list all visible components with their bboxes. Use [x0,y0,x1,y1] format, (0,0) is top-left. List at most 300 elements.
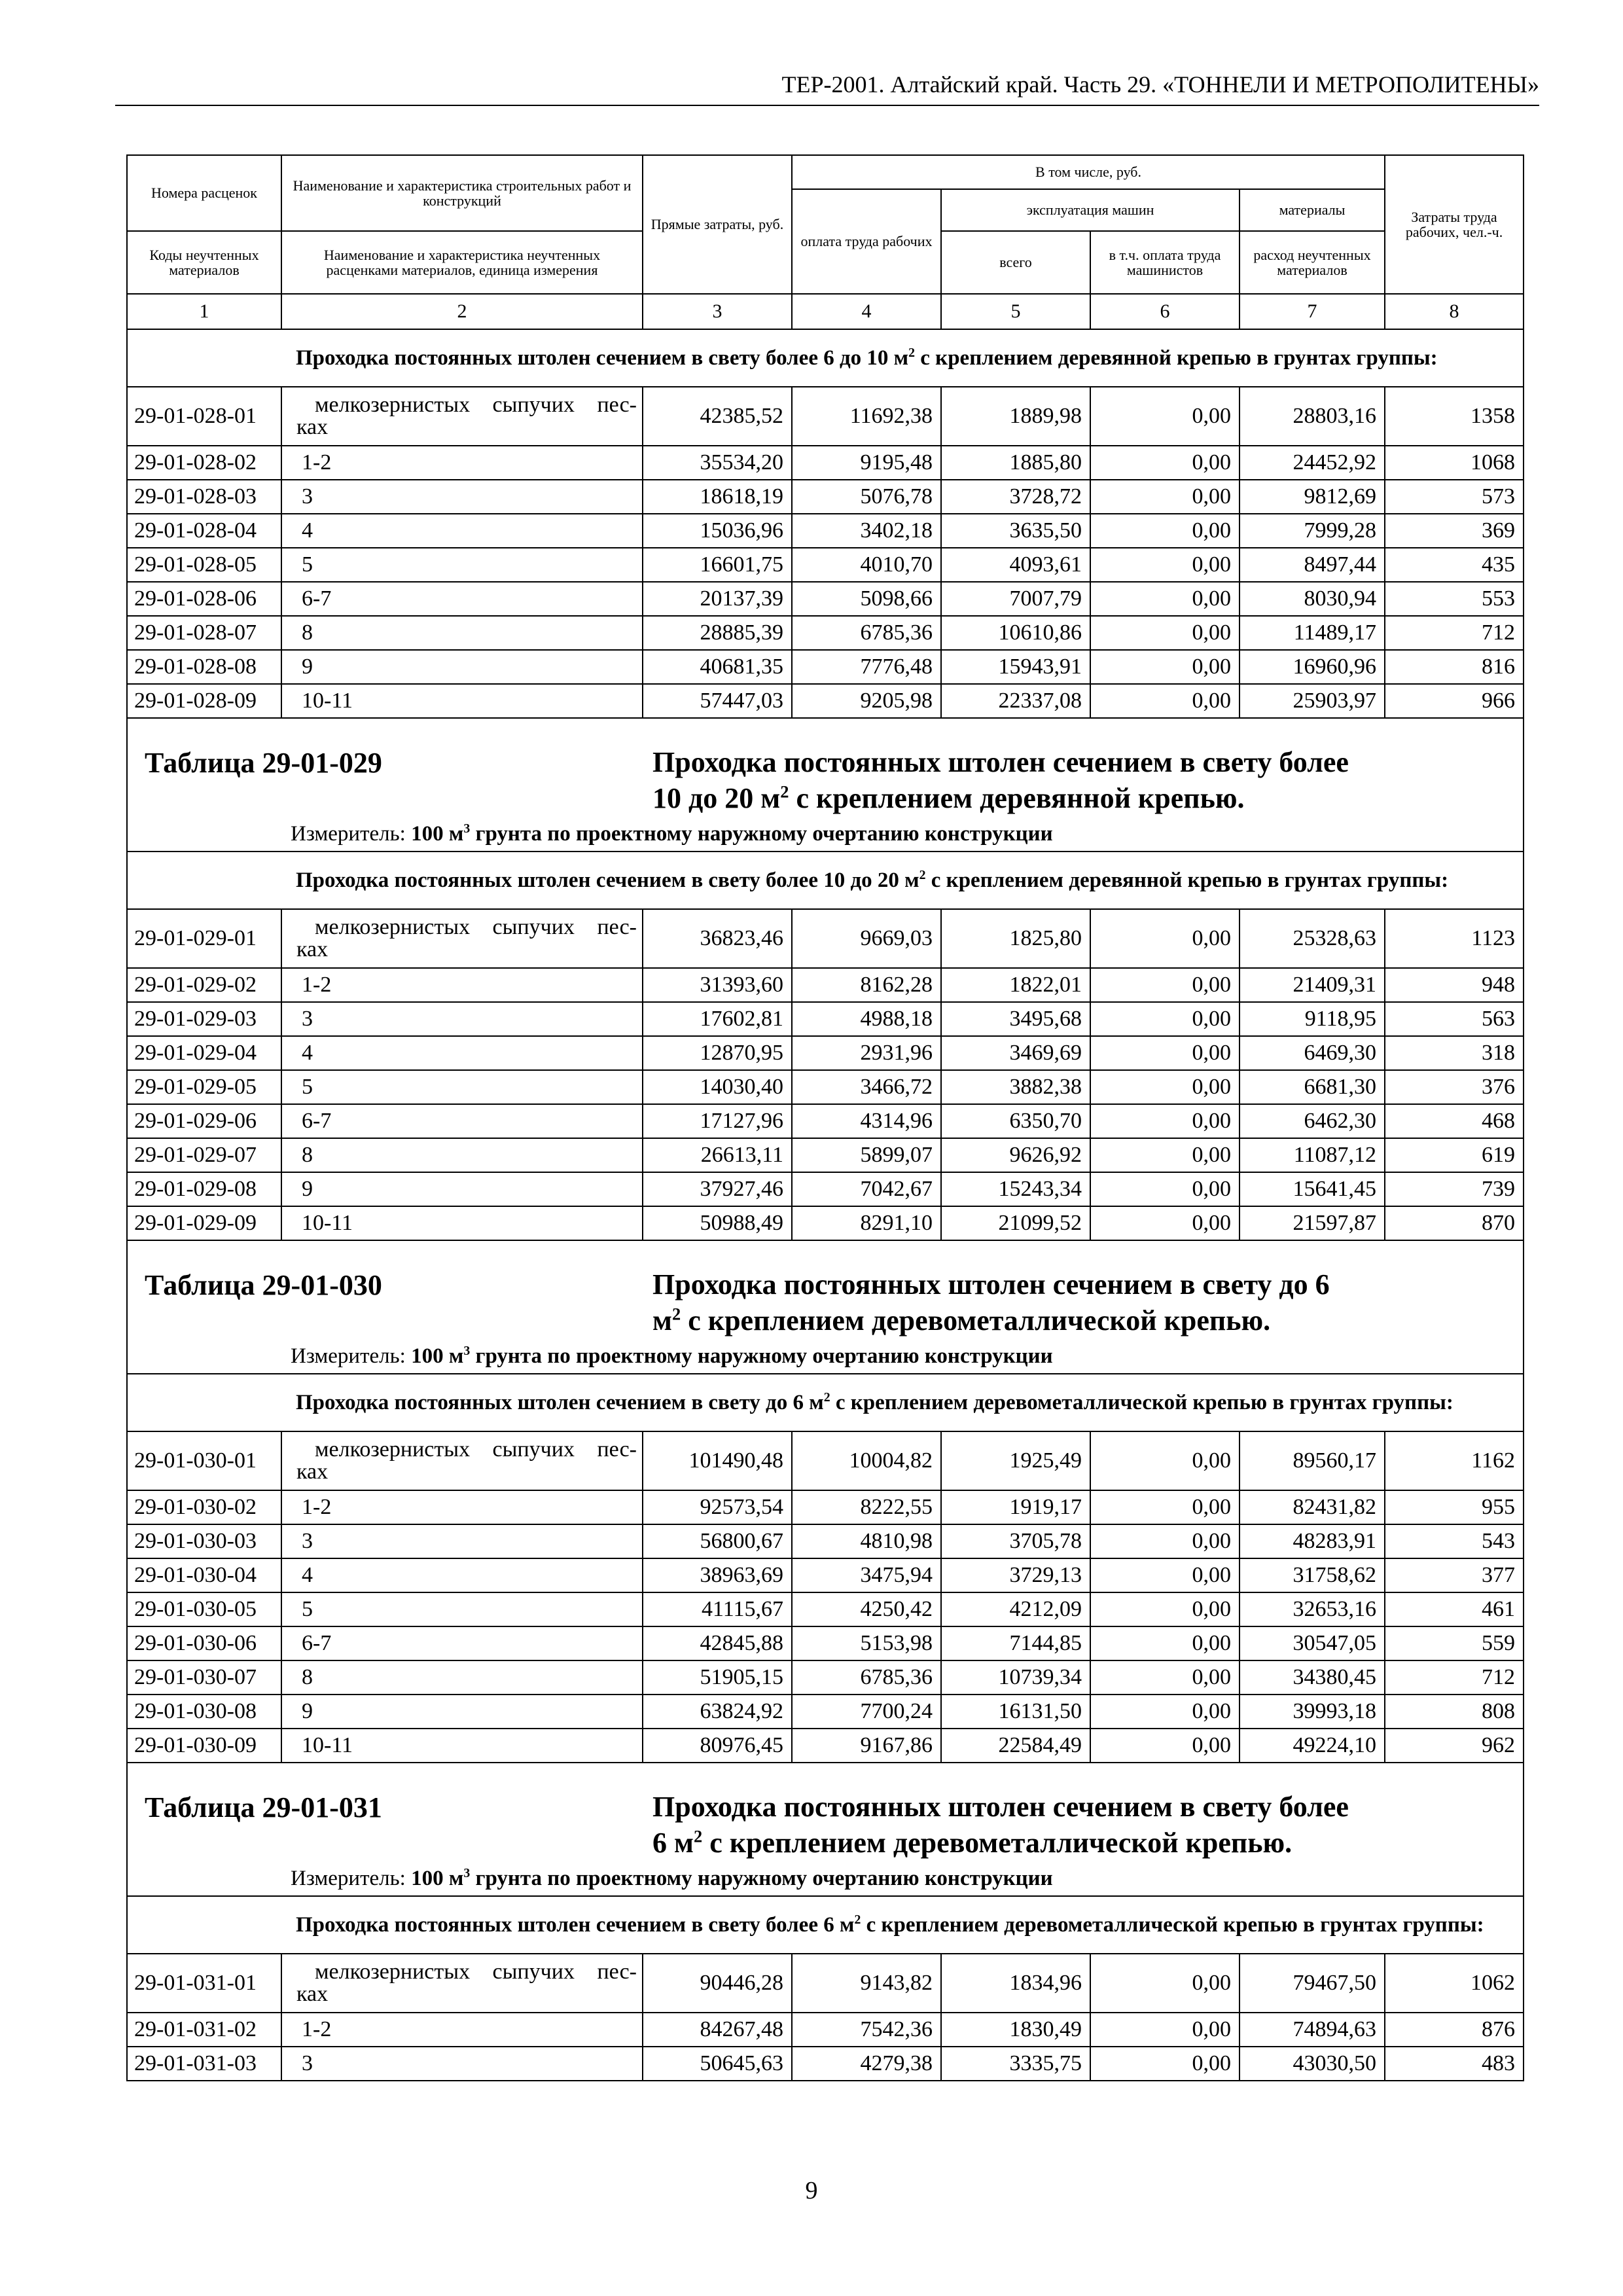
worker-pay: 4810,98 [792,1524,941,1558]
table-title [652,745,1497,816]
table-row [127,616,1524,650]
labor-costs: 739 [1385,1172,1524,1206]
direct-costs: 12870,95 [643,1036,792,1070]
table-heading-row [127,1763,1524,1896]
column-number: 1 [127,294,281,329]
unaccounted-materials: 25903,97 [1240,684,1385,718]
rate-name: 10-11 [281,684,643,718]
machines-total: 21099,52 [941,1206,1090,1240]
machines-total: 1825,80 [941,909,1090,968]
worker-pay: 3466,72 [792,1070,941,1104]
group-title-row [127,1896,1524,1954]
machines-total: 3882,38 [941,1070,1090,1104]
labor-costs: 966 [1385,684,1524,718]
header-worker-pay: оплата труда рабочих [792,189,941,294]
table-row [127,1431,1524,1490]
table-row [127,387,1524,446]
header-direct-costs: Прямые затраты, руб. [643,155,792,294]
column-number: 2 [281,294,643,329]
machines-total: 22584,49 [941,1729,1090,1763]
unaccounted-materials: 6469,30 [1240,1036,1385,1070]
rate-name: 8 [281,1138,643,1172]
rate-code: 29-01-029-05 [127,1070,281,1104]
direct-costs: 17602,81 [643,1002,792,1036]
labor-costs: 955 [1385,1490,1524,1524]
labor-costs: 559 [1385,1626,1524,1660]
column-number: 7 [1240,294,1385,329]
worker-pay: 4250,42 [792,1592,941,1626]
machinist-pay: 0,00 [1090,968,1240,1002]
machinist-pay: 0,00 [1090,1431,1240,1490]
labor-costs: 318 [1385,1036,1524,1070]
table-heading-row [127,1240,1524,1374]
rate-code: 29-01-030-03 [127,1524,281,1558]
rate-code: 29-01-028-04 [127,514,281,548]
labor-costs: 948 [1385,968,1524,1002]
worker-pay: 5899,07 [792,1138,941,1172]
page-number: 9 [805,2177,818,2204]
worker-pay: 7776,48 [792,650,941,684]
direct-costs: 101490,48 [643,1431,792,1490]
direct-costs: 84267,48 [643,2013,792,2047]
rate-name [281,1954,643,2013]
direct-costs: 80976,45 [643,1729,792,1763]
table-row [127,548,1524,582]
labor-costs: 573 [1385,480,1524,514]
rate-code: 29-01-030-02 [127,1490,281,1524]
table-row [127,582,1524,616]
labor-costs: 376 [1385,1070,1524,1104]
group-title-row [127,1374,1524,1431]
machinist-pay: 0,00 [1090,1172,1240,1206]
rate-name-line: мелкозернистых сыпучих пес- [315,393,637,417]
direct-costs: 57447,03 [643,684,792,718]
running-header: ТЕР-2001. Алтайский край. Часть 29. «ТОННЕЛИ И МЕТРОПОЛИТЕНЫ» [781,71,1539,98]
rate-code: 29-01-031-02 [127,2013,281,2047]
rate-name: 1-2 [281,2013,643,2047]
rate-code: 29-01-030-05 [127,1592,281,1626]
worker-pay: 5153,98 [792,1626,941,1660]
direct-costs: 26613,11 [643,1138,792,1172]
machinist-pay: 0,00 [1090,1558,1240,1592]
labor-costs: 553 [1385,582,1524,616]
rate-code: 29-01-029-08 [127,1172,281,1206]
price-table-body [127,155,1524,2081]
table-row [127,1954,1524,2013]
rate-name: 5 [281,1592,643,1626]
machines-total: 3469,69 [941,1036,1090,1070]
direct-costs: 40681,35 [643,650,792,684]
unaccounted-materials: 30547,05 [1240,1626,1385,1660]
group-title-code-cell [127,1374,281,1431]
machinist-pay: 0,00 [1090,909,1240,968]
labor-costs: 870 [1385,1206,1524,1240]
machines-total: 3635,50 [941,514,1090,548]
machines-total: 1822,01 [941,968,1090,1002]
table-row [127,1626,1524,1660]
machines-total: 6350,70 [941,1104,1090,1138]
rate-name: 5 [281,1070,643,1104]
table-measure: Измеритель: 100 $м^3$ грунта по проектному наружному очертанию конструкции [291,821,1053,846]
header-including: В том числе, руб. [792,155,1385,189]
machinist-pay: 0,00 [1090,1626,1240,1660]
unaccounted-materials: 6681,30 [1240,1070,1385,1104]
direct-costs: 35534,20 [643,446,792,480]
column-number: 3 [643,294,792,329]
machines-total: 16131,50 [941,1695,1090,1729]
rate-code: 29-01-028-09 [127,684,281,718]
unaccounted-materials: 25328,63 [1240,909,1385,968]
table-row [127,514,1524,548]
rate-code: 29-01-028-07 [127,616,281,650]
rate-name: 6-7 [281,582,643,616]
group-title-code-cell [127,329,281,387]
machinist-pay: 0,00 [1090,1660,1240,1695]
worker-pay: 8222,55 [792,1490,941,1524]
worker-pay: 5098,66 [792,582,941,616]
table-row [127,684,1524,718]
machinist-pay: 0,00 [1090,650,1240,684]
direct-costs: 38963,69 [643,1558,792,1592]
rate-name-line: мелкозернистых сыпучих пес- [315,1960,637,1984]
rate-code: 29-01-030-04 [127,1558,281,1592]
labor-costs: 712 [1385,616,1524,650]
machines-total: 3705,78 [941,1524,1090,1558]
table-row [127,1524,1524,1558]
table-name: Таблица 29-01-030 [145,1269,382,1301]
worker-pay: 4988,18 [792,1002,941,1036]
table-title-line: Проходка постоянных штолен сечением в свету более [652,1791,1349,1823]
header-rate-numbers: Номера расценок [127,155,281,231]
rate-code: 29-01-029-07 [127,1138,281,1172]
rate-name: 10-11 [281,1729,643,1763]
direct-costs: 20137,39 [643,582,792,616]
unaccounted-materials: 49224,10 [1240,1729,1385,1763]
worker-pay: 9167,86 [792,1729,941,1763]
direct-costs: 42385,52 [643,387,792,446]
rate-name: 3 [281,1002,643,1036]
unaccounted-materials: 43030,50 [1240,2047,1385,2081]
worker-pay: 8162,28 [792,968,941,1002]
header-machine-operation: эксплуатация машин [941,189,1240,231]
table-row [127,480,1524,514]
machines-total: 1919,17 [941,1490,1090,1524]
labor-costs: 712 [1385,1660,1524,1695]
machinist-pay: 0,00 [1090,1070,1240,1104]
table-title-line: 10 до 20 $м^2$ с креплением деревянной крепью. [652,781,1245,814]
machines-total: 9626,92 [941,1138,1090,1172]
rate-name-line: ках [296,1460,329,1484]
labor-costs: 369 [1385,514,1524,548]
labor-costs: 876 [1385,2013,1524,2047]
worker-pay: 6785,36 [792,616,941,650]
rate-code: 29-01-030-08 [127,1695,281,1729]
machines-total: 15943,91 [941,650,1090,684]
machines-total: 10739,34 [941,1660,1090,1695]
rate-name: 9 [281,650,643,684]
group-title-row [127,852,1524,909]
table-title-line: Проходка постоянных штолен сечением в свету до 6 [652,1268,1330,1300]
machinist-pay: 0,00 [1090,684,1240,718]
header-material-codes: Коды неучтенных материалов [127,231,281,294]
unaccounted-materials: 9812,69 [1240,480,1385,514]
table-row [127,2013,1524,2047]
column-number: 6 [1090,294,1240,329]
direct-costs: 90446,28 [643,1954,792,2013]
worker-pay: 6785,36 [792,1660,941,1695]
machinist-pay: 0,00 [1090,480,1240,514]
direct-costs: 42845,88 [643,1626,792,1660]
table-row [127,1002,1524,1036]
group-title: Проходка постоянных штолен сечением в свету более 6 $м^2$ с креплением деревометаллической крепью в грунтах группы: [281,1896,1524,1954]
table-name: Таблица 29-01-031 [145,1791,382,1823]
machines-total: 1925,49 [941,1431,1090,1490]
rate-code: 29-01-030-06 [127,1626,281,1660]
table-row [127,650,1524,684]
direct-costs: 50645,63 [643,2047,792,2081]
header-unaccounted-materials: расход неучтенных материалов [1240,231,1385,294]
direct-costs: 50988,49 [643,1206,792,1240]
direct-costs: 28885,39 [643,616,792,650]
direct-costs: 15036,96 [643,514,792,548]
table-row [127,2047,1524,2081]
table-row [127,1036,1524,1070]
rate-code: 29-01-030-09 [127,1729,281,1763]
labor-costs: 543 [1385,1524,1524,1558]
table-heading-cell [127,718,1524,852]
machinist-pay: 0,00 [1090,446,1240,480]
unaccounted-materials: 15641,45 [1240,1172,1385,1206]
rate-name [281,909,643,968]
rate-name: 4 [281,514,643,548]
rate-code: 29-01-030-01 [127,1431,281,1490]
labor-costs: 461 [1385,1592,1524,1626]
rate-code: 29-01-028-06 [127,582,281,616]
table-name: Таблица 29-01-029 [145,747,382,779]
rate-name: 3 [281,480,643,514]
rate-name: 5 [281,548,643,582]
column-number: 8 [1385,294,1524,329]
rate-code: 29-01-029-01 [127,909,281,968]
rate-name: 6-7 [281,1626,643,1660]
labor-costs: 1062 [1385,1954,1524,2013]
machines-total: 1830,49 [941,2013,1090,2047]
worker-pay: 10004,82 [792,1431,941,1490]
unaccounted-materials: 82431,82 [1240,1490,1385,1524]
table-row [127,968,1524,1002]
rate-code: 29-01-029-04 [127,1036,281,1070]
header-rule [115,105,1539,106]
labor-costs: 1162 [1385,1431,1524,1490]
table-row [127,1490,1524,1524]
worker-pay: 4314,96 [792,1104,941,1138]
direct-costs: 31393,60 [643,968,792,1002]
machines-total: 4093,61 [941,548,1090,582]
table-row [127,1206,1524,1240]
labor-costs: 816 [1385,650,1524,684]
rate-code: 29-01-029-06 [127,1104,281,1138]
column-number: 4 [792,294,941,329]
unaccounted-materials: 24452,92 [1240,446,1385,480]
rate-name: 8 [281,616,643,650]
machines-total: 3729,13 [941,1558,1090,1592]
labor-costs: 563 [1385,1002,1524,1036]
direct-costs: 92573,54 [643,1490,792,1524]
header-labor-costs: Затраты труда рабочих, чел.-ч. [1385,155,1524,294]
labor-costs: 1068 [1385,446,1524,480]
table-row [127,1695,1524,1729]
machinist-pay: 0,00 [1090,2047,1240,2081]
table-title-line: 6 $м^2$ с креплением деревометаллической крепью. [652,1825,1293,1859]
rate-code: 29-01-028-05 [127,548,281,582]
rate-code: 29-01-029-02 [127,968,281,1002]
unaccounted-materials: 74894,63 [1240,2013,1385,2047]
machines-total: 1889,98 [941,387,1090,446]
worker-pay: 4279,38 [792,2047,941,2081]
unaccounted-materials: 34380,45 [1240,1660,1385,1695]
rate-name [281,387,643,446]
machines-total: 1885,80 [941,446,1090,480]
labor-costs: 435 [1385,548,1524,582]
rate-name-line: мелкозернистых сыпучих пес- [315,1437,637,1462]
direct-costs: 51905,15 [643,1660,792,1695]
machinist-pay: 0,00 [1090,1104,1240,1138]
rate-name-line: мелкозернистых сыпучих пес- [315,915,637,939]
table-heading-cell [127,1763,1524,1896]
worker-pay: 3475,94 [792,1558,941,1592]
rate-name: 10-11 [281,1206,643,1240]
rate-code: 29-01-030-07 [127,1660,281,1695]
worker-pay: 9205,98 [792,684,941,718]
unaccounted-materials: 9118,95 [1240,1002,1385,1036]
price-table [126,154,1524,2081]
machinist-pay: 0,00 [1090,1206,1240,1240]
header-materials: материалы [1240,189,1385,231]
labor-costs: 483 [1385,2047,1524,2081]
direct-costs: 37927,46 [643,1172,792,1206]
table-row [127,1104,1524,1138]
table-measure: Измеритель: 100 $м^3$ грунта по проектному наружному очертанию конструкции [291,1344,1053,1368]
table-row [127,1660,1524,1695]
machinist-pay: 0,00 [1090,1524,1240,1558]
table-row [127,1138,1524,1172]
rate-code: 29-01-028-08 [127,650,281,684]
rate-name-line: ках [296,937,329,961]
table-heading-cell [127,1240,1524,1374]
direct-costs: 56800,67 [643,1524,792,1558]
group-title-code-cell [127,1896,281,1954]
labor-costs: 808 [1385,1695,1524,1729]
machinist-pay: 0,00 [1090,2013,1240,2047]
rate-name: 4 [281,1558,643,1592]
unaccounted-materials: 31758,62 [1240,1558,1385,1592]
machines-total: 1834,96 [941,1954,1090,2013]
rate-name: 4 [281,1036,643,1070]
rate-name: 1-2 [281,968,643,1002]
column-numbers-row [127,294,1524,329]
labor-costs: 1123 [1385,909,1524,968]
machinist-pay: 0,00 [1090,387,1240,446]
worker-pay: 4010,70 [792,548,941,582]
unaccounted-materials: 89560,17 [1240,1431,1385,1490]
table-row [127,1558,1524,1592]
worker-pay: 7542,36 [792,2013,941,2047]
rate-code: 29-01-031-01 [127,1954,281,2013]
group-title-code-cell [127,852,281,909]
table-title [652,1267,1497,1338]
machinist-pay: 0,00 [1090,548,1240,582]
group-title: Проходка постоянных штолен сечением в свету более 6 до 10 $м^2$ с креплением деревянной крепью в грунтах группы: [281,329,1524,387]
column-number: 5 [941,294,1090,329]
header-work-names: Наименование и характеристика строительных работ и конструкций [281,155,643,231]
unaccounted-materials: 39993,18 [1240,1695,1385,1729]
machinist-pay: 0,00 [1090,1138,1240,1172]
worker-pay: 7042,67 [792,1172,941,1206]
rate-code: 29-01-028-01 [127,387,281,446]
machinist-pay: 0,00 [1090,616,1240,650]
header-material-names: Наименование и характеристика неучтенных расценками материалов, единица измерения [281,231,643,294]
worker-pay: 3402,18 [792,514,941,548]
worker-pay: 9669,03 [792,909,941,968]
unaccounted-materials: 6462,30 [1240,1104,1385,1138]
worker-pay: 5076,78 [792,480,941,514]
rate-name: 8 [281,1660,643,1695]
worker-pay: 2931,96 [792,1036,941,1070]
unaccounted-materials: 7999,28 [1240,514,1385,548]
rate-code: 29-01-028-03 [127,480,281,514]
rate-name: 6-7 [281,1104,643,1138]
rate-name: 3 [281,1524,643,1558]
labor-costs: 619 [1385,1138,1524,1172]
direct-costs: 63824,92 [643,1695,792,1729]
worker-pay: 8291,10 [792,1206,941,1240]
table-title-line: Проходка постоянных штолен сечением в свету более [652,746,1349,778]
unaccounted-materials: 21409,31 [1240,968,1385,1002]
rate-name: 1-2 [281,446,643,480]
group-title: Проходка постоянных штолен сечением в свету более 10 до 20 $м^2$ с креплением деревянной крепью в грунтах группы: [281,852,1524,909]
machines-total: 3495,68 [941,1002,1090,1036]
machinist-pay: 0,00 [1090,1036,1240,1070]
machinist-pay: 0,00 [1090,1954,1240,2013]
machines-total: 3335,75 [941,2047,1090,2081]
worker-pay: 9143,82 [792,1954,941,2013]
direct-costs: 17127,96 [643,1104,792,1138]
unaccounted-materials: 48283,91 [1240,1524,1385,1558]
rate-name-line: ках [296,415,329,439]
unaccounted-materials: 8497,44 [1240,548,1385,582]
labor-costs: 1358 [1385,387,1524,446]
table-heading-row [127,718,1524,852]
machines-total: 3728,72 [941,480,1090,514]
rate-name: 3 [281,2047,643,2081]
labor-costs: 962 [1385,1729,1524,1763]
machinist-pay: 0,00 [1090,1695,1240,1729]
machinist-pay: 0,00 [1090,1592,1240,1626]
table-row [127,1729,1524,1763]
machinist-pay: 0,00 [1090,1729,1240,1763]
table-row [127,1172,1524,1206]
rate-name: 9 [281,1172,643,1206]
table-title-line: $м^2$ с креплением деревометаллической крепью. [652,1303,1271,1336]
machines-total: 4212,09 [941,1592,1090,1626]
unaccounted-materials: 28803,16 [1240,387,1385,446]
table-title [652,1789,1497,1861]
rate-code: 29-01-029-03 [127,1002,281,1036]
machinist-pay: 0,00 [1090,1002,1240,1036]
machinist-pay: 0,00 [1090,582,1240,616]
rate-code: 29-01-028-02 [127,446,281,480]
table-row [127,1070,1524,1104]
